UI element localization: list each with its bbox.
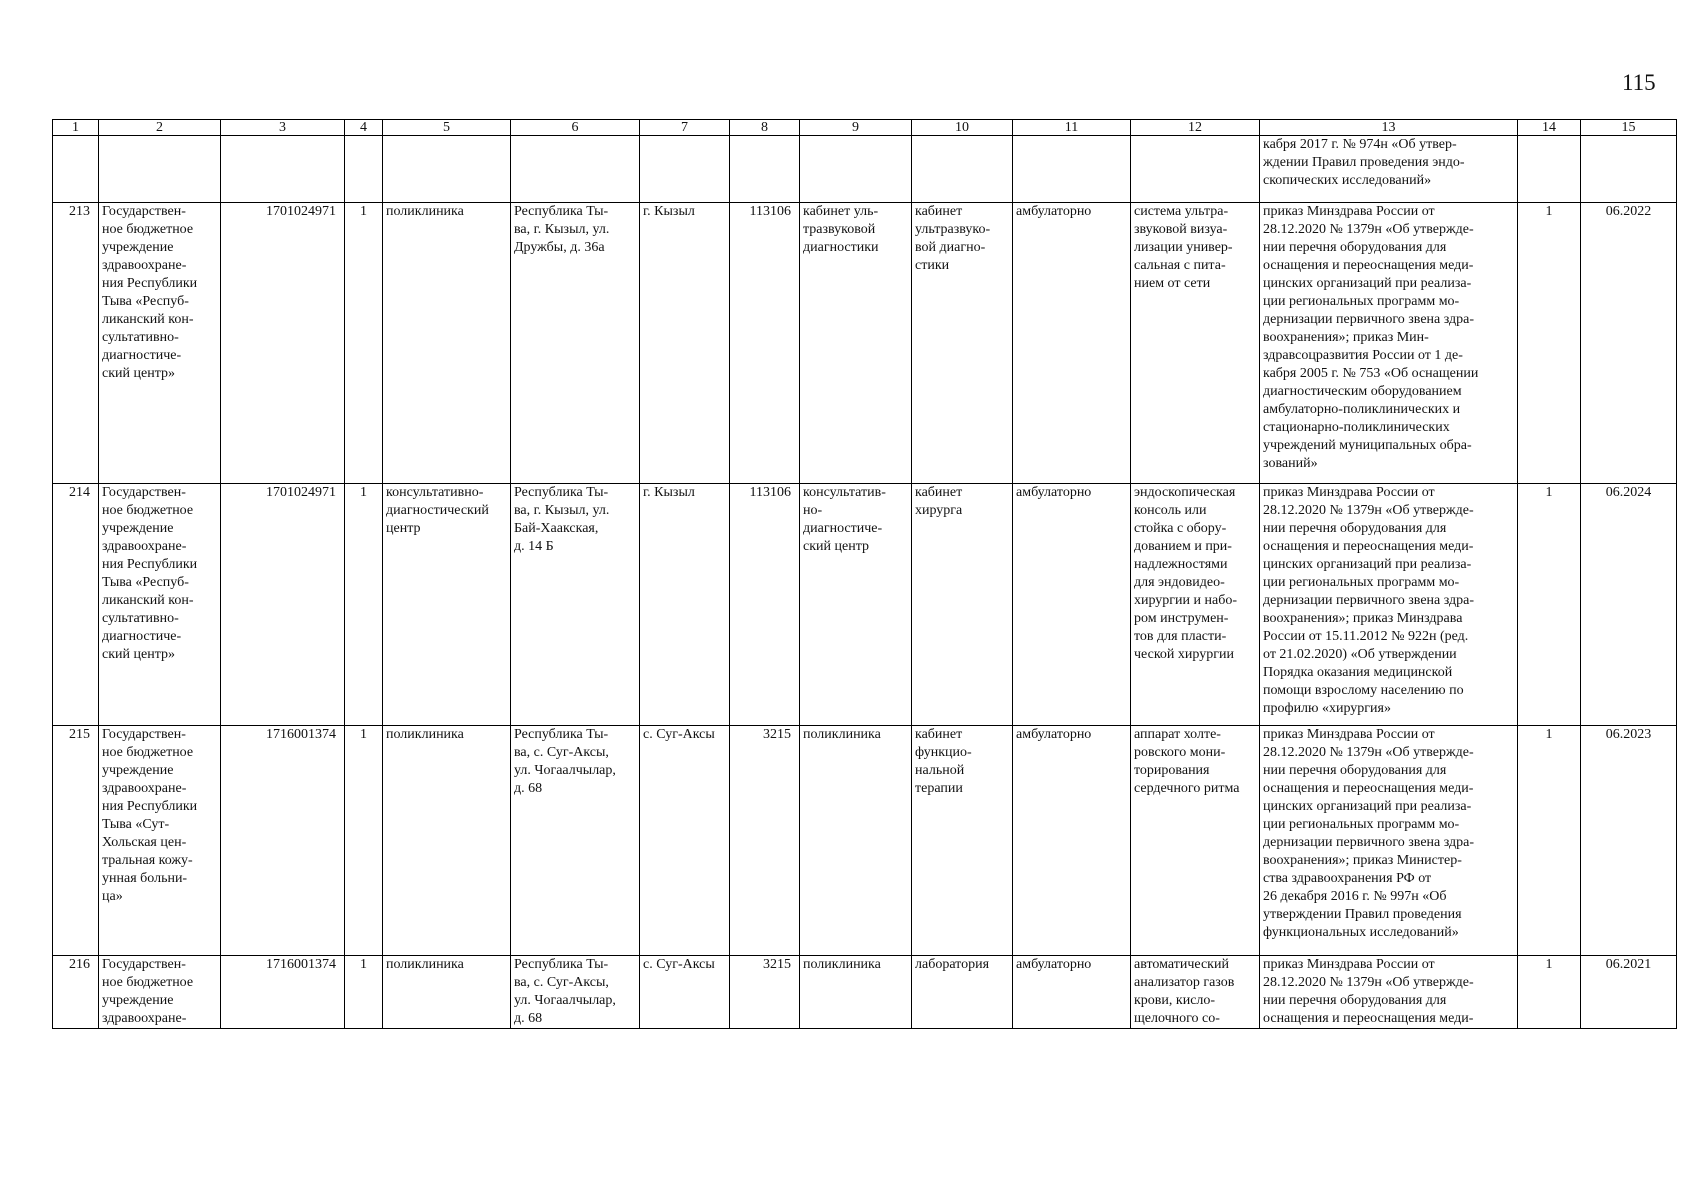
regulatory-basis-cell: кабря 2017 г. № 974н «Об утвер- ждении Правил проведения эндо- скопических исследований»	[1260, 136, 1518, 203]
column-number: 13	[1260, 120, 1518, 136]
settlement-cell: с. Суг-Аксы	[640, 956, 730, 1029]
organization-name-cell: Государствен- ное бюджетное учреждение здравоохране- ния Республики Тыва «Респуб- ликанский кон- сультативно- диагностиче- ский центр»	[99, 203, 221, 484]
table-row	[53, 726, 1677, 956]
department-cell: консультатив- но- диагностиче- ский центр	[800, 484, 912, 726]
column-number: 10	[912, 120, 1013, 136]
quantity-cell: 1	[345, 726, 383, 956]
room-cell	[912, 136, 1013, 203]
address-cell: Республика Ты- ва, с. Суг-Аксы, ул. Чогаалчылар, д. 68	[511, 726, 640, 956]
row-number-cell: 213	[53, 203, 99, 484]
address-cell: Республика Ты- ва, г. Кызыл, ул. Бай-Хаакская, д. 14 Б	[511, 484, 640, 726]
care-conditions-cell: амбулаторно	[1013, 484, 1131, 726]
column-number: 6	[511, 120, 640, 136]
inn-cell	[221, 136, 345, 203]
equipment-name-cell: аппарат холте- ровского мони- торирования сердечного ритма	[1131, 726, 1260, 956]
oktmo-code-cell	[730, 136, 800, 203]
equipment-count-cell: 1	[1518, 484, 1581, 726]
subdivision-cell: консультативно- диагностический центр	[383, 484, 511, 726]
inn-cell: 1701024971	[221, 203, 345, 484]
settlement-cell: г. Кызыл	[640, 484, 730, 726]
deadline-cell: 06.2021	[1581, 956, 1677, 1029]
room-cell: лаборатория	[912, 956, 1013, 1029]
column-number: 1	[53, 120, 99, 136]
page-number: 115	[1622, 70, 1656, 95]
regulatory-basis-cell: приказ Минздрава России от 28.12.2020 № 1379н «Об утвержде- нии перечня оборудования для оснащения и переоснащения меди- цинских организаций при реализа- ции региональных программ мо- дернизации первичного звена здра- воохранения»; приказ Министер- ства здравоохранения РФ от 26 декабря 2016 г. № 997н «Об утверждении Правил проведения функциональных исследований»	[1260, 726, 1518, 956]
care-conditions-cell	[1013, 136, 1131, 203]
inn-cell: 1716001374	[221, 956, 345, 1029]
column-number: 4	[345, 120, 383, 136]
equipment-name-cell: автоматический анализатор газов крови, кисло- щелочного со-	[1131, 956, 1260, 1029]
deadline-cell: 06.2023	[1581, 726, 1677, 956]
equipment-count-cell: 1	[1518, 956, 1581, 1029]
department-cell	[800, 136, 912, 203]
column-number: 15	[1581, 120, 1677, 136]
address-cell	[511, 136, 640, 203]
row-number-cell: 214	[53, 484, 99, 726]
row-number-cell	[53, 136, 99, 203]
equipment-name-cell: система ультра- звуковой визуа- лизации универ- сальная с пита- нием от сети	[1131, 203, 1260, 484]
equipment-count-cell: 1	[1518, 203, 1581, 484]
equipment-name-cell	[1131, 136, 1260, 203]
regulatory-basis-cell: приказ Минздрава России от 28.12.2020 № 1379н «Об утвержде- нии перечня оборудования для оснащения и переоснащения меди- цинских организаций при реализа- ции региональных программ мо- дернизации первичного звена здра- воохранения»; приказ Минздрава России от 15.11.2012 № 922н (ред. от 21.02.2020) «Об утверждении Порядка оказания медицинской помощи взрослому населению по профилю «хирургия»	[1260, 484, 1518, 726]
care-conditions-cell: амбулаторно	[1013, 726, 1131, 956]
department-cell: поликлиника	[800, 956, 912, 1029]
oktmo-code-cell: 3215	[730, 726, 800, 956]
room-cell: кабинет ультразвуко- вой диагно- стики	[912, 203, 1013, 484]
row-number-cell: 216	[53, 956, 99, 1029]
department-cell: кабинет уль- тразвуковой диагностики	[800, 203, 912, 484]
quantity-cell	[345, 136, 383, 203]
column-number-row	[53, 120, 1677, 136]
address-cell: Республика Ты- ва, с. Суг-Аксы, ул. Чогаалчылар, д. 68	[511, 956, 640, 1029]
deadline-cell: 06.2024	[1581, 484, 1677, 726]
inn-cell: 1701024971	[221, 484, 345, 726]
table-row	[53, 136, 1677, 203]
oktmo-code-cell: 3215	[730, 956, 800, 1029]
equipment-table	[52, 119, 1677, 1029]
column-number: 14	[1518, 120, 1581, 136]
equipment-count-cell	[1518, 136, 1581, 203]
quantity-cell: 1	[345, 203, 383, 484]
inn-cell: 1716001374	[221, 726, 345, 956]
deadline-cell: 06.2022	[1581, 203, 1677, 484]
row-number-cell: 215	[53, 726, 99, 956]
regulatory-basis-cell: приказ Минздрава России от 28.12.2020 № 1379н «Об утвержде- нии перечня оборудования для оснащения и переоснащения меди- цинских организаций при реализа- ции региональных программ мо- дернизации первичного звена здра- воохранения»; приказ Мин- здравсоцразвития России от 1 де- кабря 2005 г. № 753 «Об оснащении диагностическим оборудованием амбулаторно-поликлинических и стационарно-поликлинических учреждений муниципальных обра- зований»	[1260, 203, 1518, 484]
table-row	[53, 956, 1677, 1029]
column-number: 5	[383, 120, 511, 136]
room-cell: кабинет хирурга	[912, 484, 1013, 726]
settlement-cell: с. Суг-Аксы	[640, 726, 730, 956]
table-row	[53, 484, 1677, 726]
care-conditions-cell: амбулаторно	[1013, 956, 1131, 1029]
settlement-cell	[640, 136, 730, 203]
organization-name-cell: Государствен- ное бюджетное учреждение здравоохране- ния Республики Тыва «Сут- Хольская цен- тральная кожу- унная больни- ца»	[99, 726, 221, 956]
department-cell: поликлиника	[800, 726, 912, 956]
subdivision-cell: поликлиника	[383, 956, 511, 1029]
column-number: 11	[1013, 120, 1131, 136]
regulatory-basis-cell: приказ Минздрава России от 28.12.2020 № 1379н «Об утвержде- нии перечня оборудования для оснащения и переоснащения меди-	[1260, 956, 1518, 1029]
settlement-cell: г. Кызыл	[640, 203, 730, 484]
quantity-cell: 1	[345, 956, 383, 1029]
column-number: 9	[800, 120, 912, 136]
oktmo-code-cell: 113106	[730, 203, 800, 484]
column-number: 3	[221, 120, 345, 136]
column-number: 8	[730, 120, 800, 136]
column-number: 12	[1131, 120, 1260, 136]
table-row	[53, 203, 1677, 484]
organization-name-cell	[99, 136, 221, 203]
care-conditions-cell: амбулаторно	[1013, 203, 1131, 484]
subdivision-cell: поликлиника	[383, 203, 511, 484]
address-cell: Республика Ты- ва, г. Кызыл, ул. Дружбы, д. 36а	[511, 203, 640, 484]
quantity-cell: 1	[345, 484, 383, 726]
column-number: 2	[99, 120, 221, 136]
column-number: 7	[640, 120, 730, 136]
deadline-cell	[1581, 136, 1677, 203]
subdivision-cell: поликлиника	[383, 726, 511, 956]
subdivision-cell	[383, 136, 511, 203]
equipment-count-cell: 1	[1518, 726, 1581, 956]
organization-name-cell: Государствен- ное бюджетное учреждение здравоохране- ния Республики Тыва «Респуб- ликанский кон- сультативно- диагностиче- ский центр»	[99, 484, 221, 726]
equipment-name-cell: эндоскопическая консоль или стойка с обору- дованием и при- надлежностями для эндовидео- хирургии и набо- ром инструмен- тов для пласти- ческой хирургии	[1131, 484, 1260, 726]
oktmo-code-cell: 113106	[730, 484, 800, 726]
organization-name-cell: Государствен- ное бюджетное учреждение здравоохране-	[99, 956, 221, 1029]
room-cell: кабинет функцио- нальной терапии	[912, 726, 1013, 956]
